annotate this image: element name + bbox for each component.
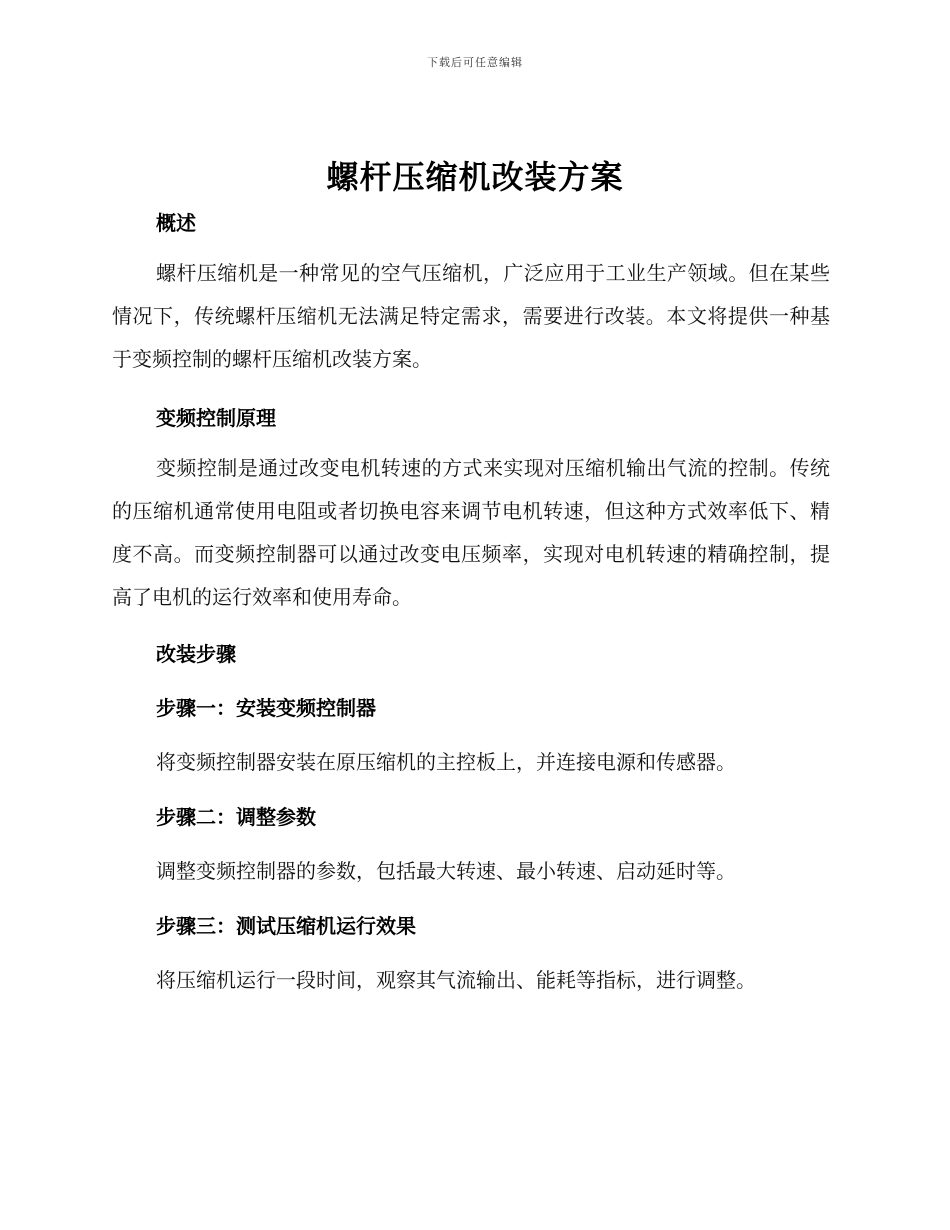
step-2-text: 调整变频控制器的参数，包括最大转速、最小转速、启动延时等。: [156, 859, 736, 883]
document-title: 螺杆压缩机改装方案: [326, 158, 624, 196]
overview-paragraph: 螺杆压缩机是一种常见的空气压缩机，广泛应用于工业生产领域。但在某些情况下，传统螺杆压缩机无法满足特定需求，需要进行改装。本文将提供一种基于变频控制的螺杆压缩机改装方案。: [112, 261, 830, 371]
principle-paragraph: 变频控制是通过改变电机转速的方式来实现对压缩机输出气流的控制。传统的压缩机通常使用电阻或者切换电容来调节电机转速，但这种方式效率低下、精度不高。而变频控制器可以通过改变电压频率，实现对电机转速的精确控制，提高了电机的运行效率和使用寿命。: [112, 456, 830, 609]
step-1-title: 步骤一：安装变频控制器: [156, 696, 376, 720]
step-3-text: 将压缩机运行一段时间，观察其气流输出、能耗等指标，进行调整。: [156, 968, 756, 992]
header-note: 下载后可任意编辑: [427, 56, 523, 69]
section-heading-overview: 概述: [156, 211, 196, 235]
step-1-text: 将变频控制器安装在原压缩机的主控板上，并连接电源和传感器。: [156, 750, 736, 774]
section-heading-principle: 变频控制原理: [156, 406, 276, 430]
step-2-title: 步骤二：调整参数: [156, 805, 316, 829]
section-heading-steps: 改装步骤: [156, 642, 236, 666]
step-3-title: 步骤三：测试压缩机运行效果: [156, 914, 416, 938]
